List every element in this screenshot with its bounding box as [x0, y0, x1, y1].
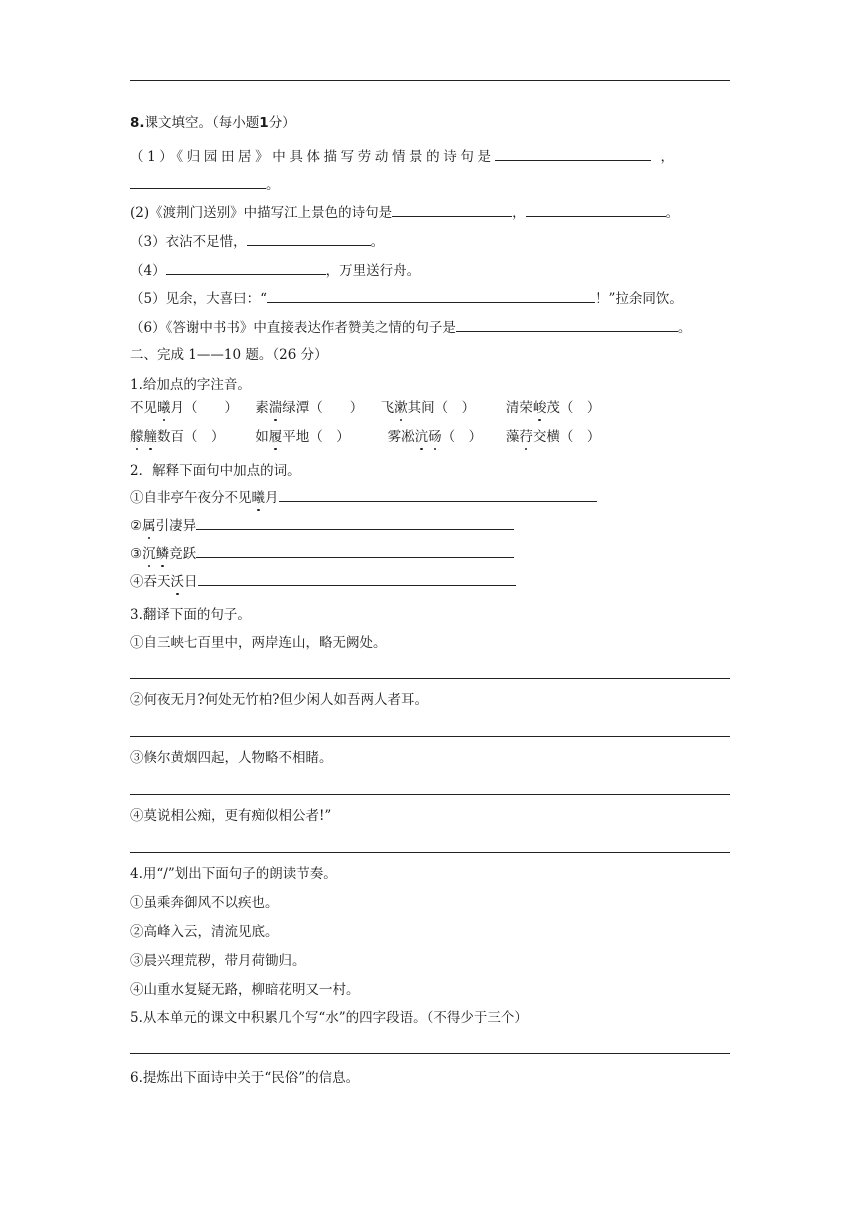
fill-question-6: （6）《答谢中书书》中直接表达作者赞美之情的句子是 。: [130, 317, 691, 337]
answer-blank[interactable]: [456, 317, 678, 332]
pinyin-item: 不见曦月（ ）: [130, 400, 238, 416]
q4-title: 4.用“/”划出下面句子的朗读节奏。: [130, 866, 337, 882]
section2-title: 二、完成 1——10 题。（26 分）: [130, 347, 328, 363]
answer-blank[interactable]: [130, 174, 266, 189]
answer-line[interactable]: [130, 794, 730, 795]
q2-item-2: ②属引凄异: [130, 515, 514, 535]
q2-title: 2．解释下面句中加点的词。: [130, 463, 301, 479]
answer-blank[interactable]: [166, 260, 326, 275]
answer-blank[interactable]: [196, 543, 514, 558]
fill-question-5: （5）见余，大喜曰：“ ！”拉余同饮。: [130, 288, 683, 308]
answer-blank[interactable]: [247, 231, 371, 246]
answer-line[interactable]: [130, 736, 730, 737]
pinyin-item: 藻荇交横（ ）: [505, 429, 601, 445]
pinyin-item: 雾凇沆砀（ ）: [387, 429, 483, 445]
answer-blank[interactable]: [196, 515, 514, 530]
q2-item-4: ④吞天沃日: [130, 571, 516, 591]
answer-blank[interactable]: [392, 202, 512, 217]
answer-blank[interactable]: [198, 571, 516, 586]
q6-title: 6.提炼出下面诗中关于“民俗”的信息。: [130, 1070, 360, 1086]
q2-item-3: ③沉鳞竞跃: [130, 543, 514, 563]
fill-question-4: （4） ，万里送行舟。: [130, 260, 420, 280]
fill-question-3: （3）衣沾不足惜， 。: [130, 231, 384, 251]
q4-item-3: ③晨兴理荒秽，带月荷锄归。: [130, 953, 306, 969]
answer-blank[interactable]: [495, 146, 651, 161]
q2-item-1: ①自非亭午夜分不见曦月: [130, 487, 597, 507]
answer-blank[interactable]: [267, 288, 595, 303]
top-rule: [130, 80, 730, 81]
q1-row-1: [130, 399, 627, 417]
q1-row-2: [130, 428, 627, 446]
answer-blank[interactable]: [526, 202, 666, 217]
pinyin-item: 如履平地（ ）: [255, 429, 350, 445]
q3-item-2: ②何夜无月?何处无竹柏?但少闲人如吾两人者耳。: [130, 692, 428, 708]
q3-item-3: ③倏尔黄烟四起，人物略不相睹。: [130, 750, 333, 766]
q4-item-4: ④山重水复疑无路，柳暗花明又一村。: [130, 982, 360, 998]
answer-line[interactable]: [130, 678, 730, 679]
pinyin-item: 飞漱其间（ ）: [380, 400, 476, 416]
fill-question-1-cont: 。: [130, 174, 280, 194]
pinyin-item: 素湍绿潭（ ）: [255, 400, 364, 416]
q4-item-2: ②高峰入云，清流见底。: [130, 924, 279, 940]
answer-line[interactable]: [130, 1053, 730, 1054]
q5-title: 5.从本单元的课文中积累几个写“水”的四字段语。（不得少于三个）: [130, 1010, 528, 1026]
pinyin-item: 清荣峻茂（ ）: [505, 400, 601, 416]
answer-line[interactable]: [130, 852, 730, 853]
q3-item-1: ①自三峡七百里中，两岸连山，略无阙处。: [130, 635, 387, 651]
fill-question-2: (2)《渡荆门送别》中描写江上景色的诗句是 ， 。: [130, 202, 679, 222]
q4-item-1: ①虽乘奔御风不以疾也。: [130, 895, 279, 911]
pinyin-item: 艨艟数百（ ）: [130, 429, 225, 445]
q3-item-4: ④莫说相公痴，更有痴似相公者!”: [130, 808, 332, 824]
q3-title: 3.翻译下面的句子。: [130, 607, 251, 623]
answer-blank[interactable]: [279, 487, 597, 502]
fill-section-title: 8.课文填空。（每小题1分）: [130, 115, 296, 131]
fill-question-1: （1）《归园田居》中具体描写劳动情景的诗句是 ，: [130, 146, 674, 166]
q1-title: 1.给加点的字注音。: [130, 377, 251, 393]
